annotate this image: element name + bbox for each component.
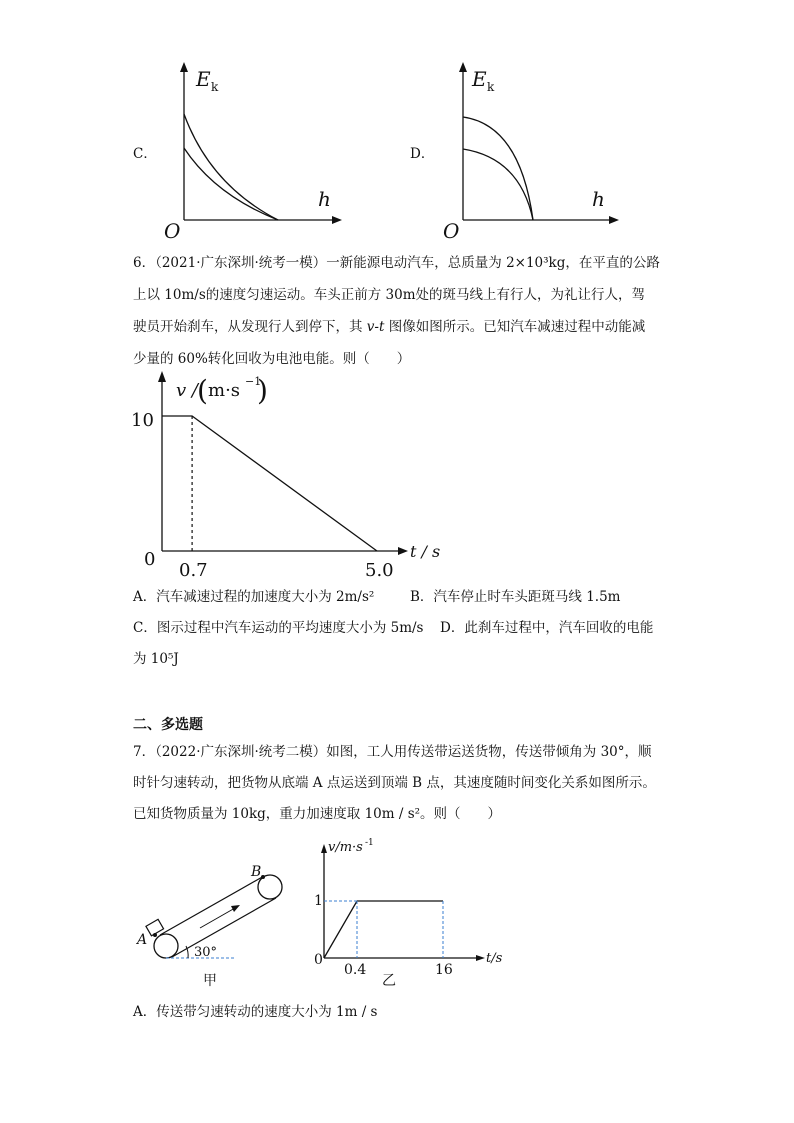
q7-y-arrow: [321, 844, 327, 853]
graph-d-origin: O: [443, 219, 460, 243]
caption-jia: 甲: [203, 973, 217, 989]
q6-option-b: B．汽车停止时车头距斑马线 1.5m: [410, 589, 621, 605]
q6-y-paren-open: (: [197, 374, 208, 407]
q6-line-1: 6．（2021·广东深圳·统考一模）一新能源电动汽车，总质量为 2×10³kg，在平直的公路: [133, 255, 660, 271]
q6-option-d-part2: 为 10⁵J: [133, 651, 179, 667]
q6-option-a: A．汽车减速过程的加速度大小为 2m/s²: [133, 589, 375, 605]
label-A: A: [137, 932, 148, 948]
q6-line-3-b: 图像如图所示。已知汽车减速过程中动能减: [384, 319, 646, 335]
graph-d-x-label: h: [592, 187, 605, 211]
q6-origin: 0: [144, 549, 156, 570]
graph-c-origin: O: [164, 219, 181, 243]
section-title: 二、多选题: [133, 717, 203, 733]
q7-y-axis-label: v/m·s: [328, 840, 363, 855]
q6-y-axis-label: v /: [176, 380, 198, 401]
q6-x-axis-label: t / s: [410, 542, 441, 561]
q6-x-tick-5.0: 5.0: [365, 560, 394, 581]
label-B: B: [251, 864, 262, 880]
graph-c-y-label: E: [196, 67, 211, 91]
angle-label: 30°: [194, 945, 218, 960]
q6-line-2: 上以 10m/s的速度匀速运动。车头正前方 30m处的斑马线上有行人，为礼让行人，驾: [133, 287, 646, 303]
graph-d-y-label: E: [472, 67, 487, 91]
q7-line-2: 时针匀速转动，把货物从底端 A 点运送到顶端 B 点，其速度随时间变化关系如图所示。: [133, 775, 656, 791]
q6-y-axis-exp: −1: [245, 375, 262, 388]
q6-line-4: 少量的 60%转化回收为电池电能。则（ ）: [133, 351, 411, 367]
q6-y-paren-close: ): [257, 374, 268, 407]
q7-y-axis-exp: -1: [365, 838, 374, 848]
graph-c-x-label: h: [318, 187, 331, 211]
q6-y-axis-unit: m·s: [208, 380, 241, 401]
q7-line-3: 已知货物质量为 10kg，重力加速度取 10m / s²。则（ ）: [133, 806, 502, 822]
q7-origin: 0: [314, 952, 323, 968]
caption-yi: 乙: [382, 973, 396, 989]
q6-y-tick-10: 10: [131, 410, 154, 431]
q7-x-arrow: [476, 955, 485, 961]
q7-line-1: 7．（2022·广东深圳·统考二模）如图，工人用传送带运送货物，传送带倾角为 30°，顺: [133, 744, 652, 760]
graph-c-y-sub: k: [211, 80, 219, 94]
q7-x-axis-label: t/s: [486, 951, 503, 966]
option-d-label: D．: [410, 146, 435, 162]
q6-line-3-a: 驶员开始刹车，从发现行人到停下，其: [133, 319, 367, 335]
q7-velocity-line: [324, 901, 443, 958]
q6-option-c: C．图示过程中汽车运动的平均速度大小为 5m/s: [133, 620, 424, 636]
q7-x-tick-0.4: 0.4: [344, 962, 367, 978]
q7-option-a: A．传送带匀速转动的速度大小为 1m / s: [133, 1004, 378, 1020]
q6-x-tick-0.7: 0.7: [179, 560, 208, 581]
q7-x-tick-16: 16: [435, 962, 453, 978]
q6-option-d-part1: D．此刹车过程中，汽车回收的电能: [440, 620, 654, 636]
option-c-label: C．: [133, 146, 157, 162]
graph-d-y-sub: k: [487, 80, 495, 94]
q7-y-tick-1: 1: [314, 893, 323, 909]
q6-line-3-vt: v-t: [366, 319, 385, 335]
